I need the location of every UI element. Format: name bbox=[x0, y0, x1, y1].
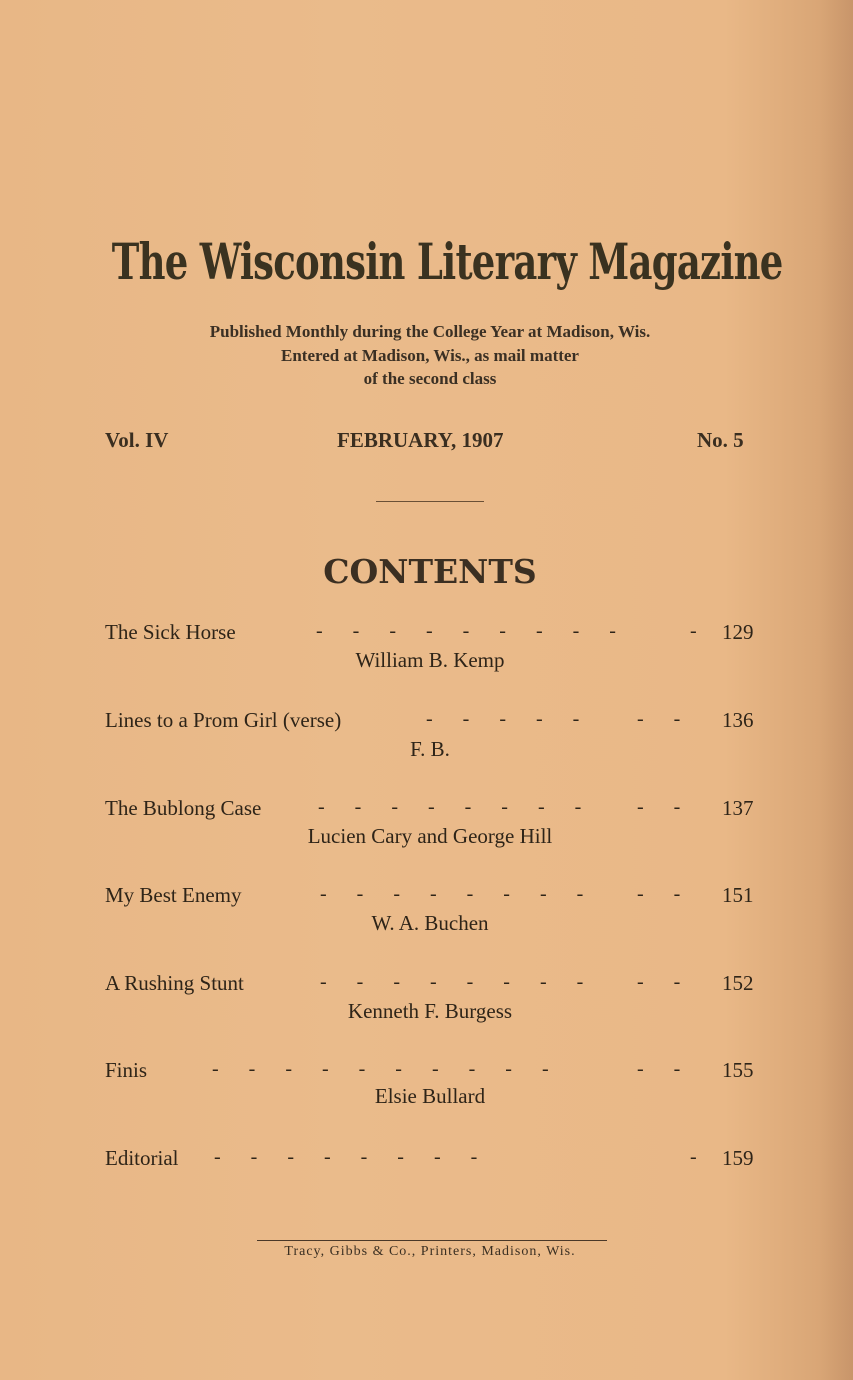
issue-number: No. 5 bbox=[697, 428, 744, 452]
toc-entry-author: William B. Kemp bbox=[355, 648, 505, 672]
publication-note-line-2: Entered at Madison, Wis., as mail matter bbox=[281, 346, 579, 365]
leader-dots-tail: - - bbox=[637, 883, 681, 905]
leader-dots-tail: - - bbox=[637, 1058, 681, 1080]
toc-entry-title: Lines to a Prom Girl (verse) bbox=[105, 708, 342, 732]
toc-entry-page: 155 bbox=[722, 1058, 754, 1082]
toc-entry-author: Kenneth F. Burgess bbox=[347, 999, 513, 1023]
divider-rule bbox=[376, 501, 484, 502]
toc-entry-title: The Bublong Case bbox=[105, 796, 262, 820]
toc-entry-author: Lucien Cary and George Hill bbox=[307, 824, 553, 848]
toc-entry-page: 137 bbox=[722, 796, 754, 820]
toc-entry-page: 152 bbox=[722, 971, 754, 995]
toc-entry-page: 136 bbox=[722, 708, 754, 732]
toc-entry-author: Elsie Bullard bbox=[374, 1084, 486, 1108]
toc-entry-author: W. A. Buchen bbox=[371, 911, 489, 935]
leader-dots: - - - - - - - - bbox=[320, 883, 584, 905]
leader-dots: - - - - - bbox=[426, 708, 580, 730]
leader-dots: - - - - - - - - - - bbox=[212, 1058, 549, 1080]
publication-note-line-1: Published Monthly during the College Year at Madison, Wis. bbox=[209, 322, 651, 341]
leader-dots-tail: - - bbox=[637, 971, 681, 993]
footer-rule bbox=[257, 1240, 607, 1241]
toc-entry-title: The Sick Horse bbox=[105, 620, 236, 644]
toc-entry-page: 151 bbox=[722, 883, 754, 907]
leader-dots: - - - - - - - - bbox=[320, 971, 584, 993]
printer-credit: Tracy, Gibbs & Co., Printers, Madison, Wis. bbox=[284, 1244, 576, 1259]
toc-entry-title: Finis bbox=[105, 1058, 148, 1082]
toc-entry-page: 159 bbox=[722, 1146, 754, 1170]
toc-entry-title: A Rushing Stunt bbox=[105, 971, 244, 995]
toc-entry-title: Editorial bbox=[105, 1146, 179, 1170]
issue-date: FEBRUARY, 1907 bbox=[337, 428, 504, 452]
magazine-title: The Wisconsin Literary Magazine bbox=[111, 232, 783, 291]
publication-note-line-3: of the second class bbox=[363, 369, 497, 388]
leader-dots: - - - - - - - - bbox=[318, 796, 582, 818]
toc-entry-author: F. B. bbox=[410, 737, 450, 761]
leader-dots-tail: - - bbox=[637, 708, 681, 730]
volume-label: Vol. IV bbox=[105, 428, 169, 452]
toc-entry-title: My Best Enemy bbox=[105, 883, 242, 907]
leader-dot-end: - bbox=[690, 620, 697, 642]
leader-dots: - - - - - - - - - bbox=[316, 620, 616, 642]
leader-dots-tail: - - bbox=[637, 796, 681, 818]
leader-dots: - - - - - - - - bbox=[214, 1146, 478, 1168]
contents-heading: CONTENTS bbox=[323, 552, 537, 591]
leader-dot-end: - bbox=[690, 1146, 697, 1168]
toc-entry-page: 129 bbox=[722, 620, 754, 644]
